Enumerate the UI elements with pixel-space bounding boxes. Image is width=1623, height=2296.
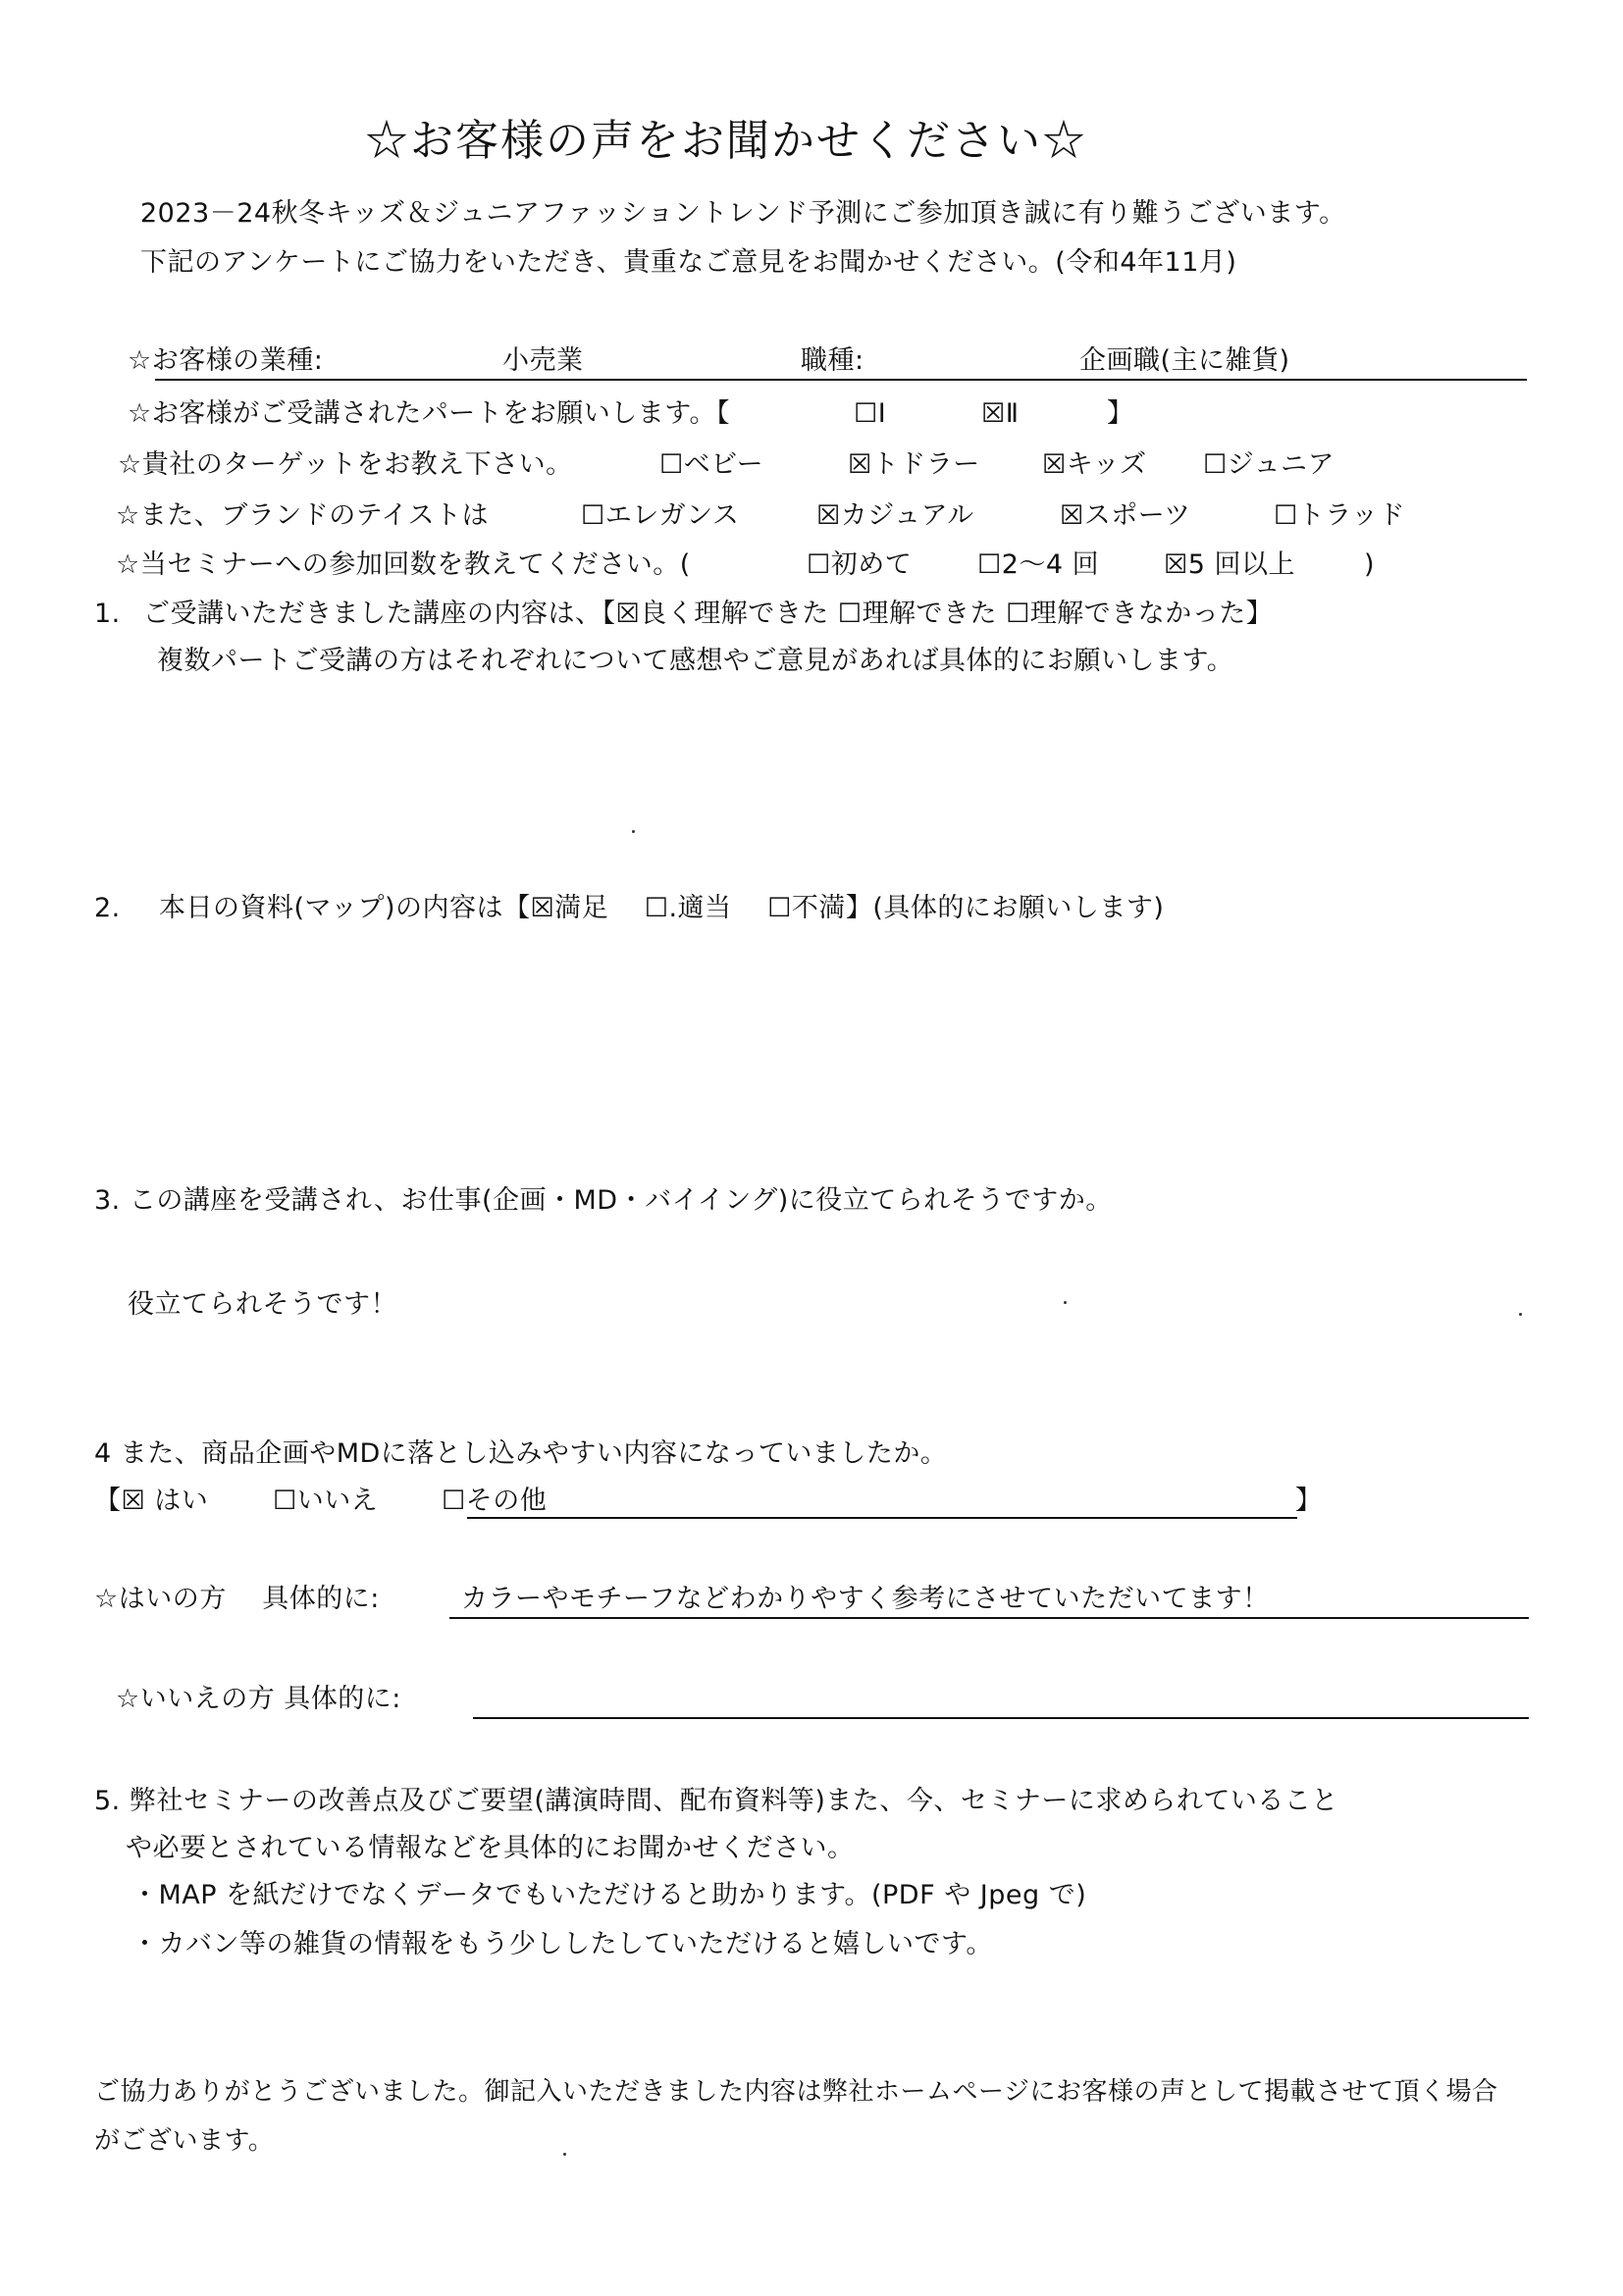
q1-subtext: 複数パートご受講の方はそれぞれについて感想やご意見があれば具体的にお願いします。: [157, 646, 1234, 676]
count-close-paren: ): [1364, 549, 1376, 580]
taste-option-sports: ☒スポーツ: [1060, 500, 1191, 531]
job-value: 企画職(主に雑貨): [1079, 345, 1290, 376]
q5-answer-2: ・カバン等の雑貨の情報をもう少ししたしていただけると嬉しいです。: [131, 1929, 993, 1959]
scan-speck: [1519, 1313, 1522, 1316]
q5-text: 5. 弊社セミナーの改善点及びご要望(講演時間、配布資料等)また、今、セミナーに求められていること: [94, 1786, 1338, 1816]
count-label: ☆当セミナーへの参加回数を教えてください。(: [116, 549, 691, 580]
footer-line-2: がございます。: [94, 2126, 275, 2156]
taste-label: ☆また、ブランドのテイストは: [116, 500, 490, 531]
scan-speck: [1064, 1301, 1067, 1304]
target-option-kids: ☒キッズ: [1042, 449, 1147, 480]
q5-answer-1: ・MAP を紙だけでなくデータでもいただけると助かります。(PDF や Jpeg で): [131, 1880, 1087, 1910]
industry-value: 小売業: [502, 345, 584, 376]
q1-text: ご受講いただきました講座の内容は、【☒良く理解できた ☐理解できた ☐理解できなかった】: [143, 599, 1274, 629]
q2-text: 本日の資料(マップ)の内容は【☒満足 ☐.適当 ☐不満】(具体的にお願いします): [159, 893, 1165, 923]
taste-option-elegance: ☐エレガンス: [581, 500, 740, 531]
q3-answer: 役立てられそうです！: [128, 1289, 397, 1320]
taste-option-casual: ☒カジュアル: [816, 500, 974, 531]
intro-line-1: 2023－24秋冬キッズ＆ジュニアファッショントレンド予測にご参加頂き誠に有り難うございます。: [140, 198, 1346, 229]
q4-option-no: ☐いいえ: [273, 1486, 379, 1516]
page-title: ☆お客様の声をお聞かせください☆: [365, 116, 1087, 166]
taste-option-trad: ☐トラッド: [1274, 500, 1406, 531]
scan-speck: [563, 2153, 566, 2156]
job-label: 職種:: [801, 345, 864, 376]
count-option-5plus: ☒5 回以上: [1164, 549, 1295, 580]
q4-yes-label: ☆はいの方 具体的に:: [94, 1584, 380, 1614]
count-option-first: ☐初めて: [807, 549, 913, 580]
q4-yes-answer: カラーやモチーフなどわかりやすく参考にさせていただいてます！: [461, 1584, 1270, 1614]
industry-label: ☆お客様の業種:: [128, 345, 324, 376]
target-label: ☆貴社のターゲットをお教え下さい。: [118, 449, 573, 480]
q4-yes-underline: [449, 1617, 1529, 1619]
part-close-bracket: 】: [1107, 398, 1134, 429]
target-option-toddler: ☒トドラー: [848, 449, 980, 480]
profile-underline: [155, 379, 1527, 381]
count-option-2-4: ☐2～4 回: [977, 549, 1100, 580]
part-option-2: ☒Ⅱ: [981, 398, 1020, 429]
target-option-baby: ☐ベビー: [659, 449, 764, 480]
q1-number: 1.: [94, 599, 121, 629]
q4-option-other: ☐その他: [442, 1486, 548, 1516]
scan-speck: [632, 830, 635, 833]
part-option-1: ☐Ⅰ: [854, 398, 887, 429]
q4-no-underline: [473, 1717, 1529, 1719]
part-label: ☆お客様がご受講されたパートをお願いします。【: [128, 398, 731, 429]
footer-line-1: ご協力ありがとうございました。御記入いただきました内容は弊社ホームページにお客様の声として掲載させて頂く場合: [94, 2077, 1498, 2107]
q4-other-underline: [467, 1517, 1297, 1519]
q4-no-label: ☆いいえの方 具体的に:: [116, 1684, 401, 1714]
intro-line-2: 下記のアンケートにご協力をいただき、貴重なご意見をお聞かせください。(令和4年11月): [140, 247, 1237, 278]
q4-text: 4 また、商品企画やMDに落とし込みやすい内容になっていましたか。: [94, 1438, 948, 1469]
q3-text: 3. この講座を受講され、お仕事(企画・MD・バイイング)に役立てられそうですか。: [94, 1185, 1113, 1216]
q4-close-bracket: 】: [1295, 1486, 1323, 1516]
q5-text-2: や必要とされている情報などを具体的にお聞かせください。: [126, 1833, 855, 1863]
q4-option-yes: 【☒ はい: [94, 1486, 209, 1516]
target-option-junior: ☐ジュニア: [1203, 449, 1335, 480]
q2-number: 2.: [94, 893, 121, 923]
